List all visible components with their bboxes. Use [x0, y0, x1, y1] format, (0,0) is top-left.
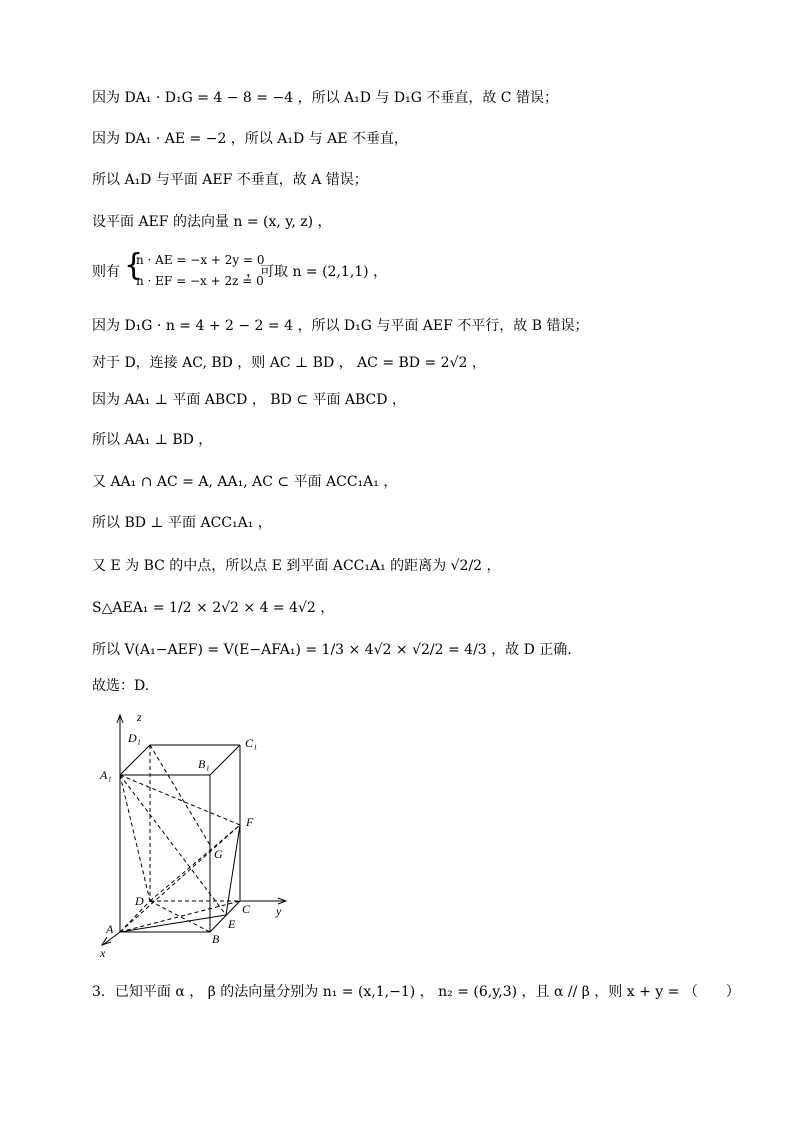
segment-A1D	[120, 775, 150, 901]
system-prefix: 则有	[92, 264, 120, 280]
text-line-12: S△AEA₁ = 1/2 × 2√2 × 4 = 4√2 ，	[92, 600, 335, 616]
text-line-8: 所以 AA₁ ⊥ BD ，	[92, 432, 213, 448]
system-suffix: ，可取 n = (2,1,1) ，	[246, 264, 388, 280]
label-F: F	[246, 815, 254, 829]
text-line-2: 因为 DA₁ · AE = −2 ，所以 A₁D 与 AE 不垂直，	[92, 131, 408, 147]
label-A1: A₁	[100, 768, 112, 782]
label-A: A	[106, 922, 114, 936]
edge-A1D1	[120, 745, 150, 775]
text-line-9: 又 AA₁ ∩ AC = A, AA₁, AC ⊂ 平面 ACC₁A₁ ，	[92, 474, 398, 490]
system-equation-2: n · EF = −x + 2z = 0	[136, 274, 264, 288]
label-B1: B₁	[198, 757, 210, 771]
system-brace: {	[124, 248, 144, 283]
geometry-figure	[90, 705, 300, 960]
text-line-10: 所以 BD ⊥ 平面 ACC₁A₁ ，	[92, 515, 272, 531]
label-D1: D₁	[128, 731, 141, 745]
system-equation-1: n · AE = −x + 2y = 0	[136, 253, 265, 267]
label-x: x	[100, 946, 106, 960]
label-y: y	[276, 904, 282, 918]
label-G: G	[214, 847, 223, 861]
label-B: B	[212, 932, 220, 946]
diagonal-BD	[150, 901, 210, 932]
label-D: D	[135, 894, 144, 908]
edge-B1C1	[210, 745, 240, 775]
segment-A1F	[120, 775, 240, 825]
text-line-14: 故选：D.	[92, 678, 150, 694]
text-line-1: 因为 DA₁ · D₁G = 4 − 8 = −4 ，所以 A₁D 与 D₁G 不垂直，故 C 错误；	[92, 90, 558, 106]
text-line-6: 对于 D，连接 AC, BD ，则 AC ⊥ BD ， AC = BD = 2√2 ，	[92, 355, 486, 371]
text-line-11: 又 E 为 BC 的中点，所以点 E 到平面 ACC₁A₁ 的距离为 √2/2 ，	[92, 558, 501, 574]
text-line-7: 因为 AA₁ ⊥ 平面 ABCD ， BD ⊂ 平面 ABCD ，	[92, 392, 406, 408]
text-line-13: 所以 V(A₁−AEF) = V(E−AFA₁) = 1/3 × 4√2 × √2/2 = 4/3 ，故 D 正确.	[92, 642, 572, 658]
text-line-5: 因为 D₁G · n = 4 + 2 − 2 = 4 ，所以 D₁G 与平面 AEF 不平行，故 B 错误；	[92, 318, 589, 334]
label-E: E	[228, 917, 236, 931]
text-line-4: 设平面 AEF 的法向量 n = (x, y, z) ，	[92, 214, 332, 230]
label-z: z	[137, 710, 142, 724]
question-3: 3．已知平面 α ， β 的法向量分别为 n₁ = (x,1,−1) ， n₂ = (6,y,3) ，且 α // β ，则 x + y = （ ）	[92, 984, 740, 1000]
label-C: C	[242, 902, 251, 916]
x-arrow	[102, 937, 111, 945]
label-C1: C₁	[245, 736, 258, 750]
text-line-3: 所以 A₁D 与平面 AEF 不垂直，故 A 错误；	[92, 172, 368, 188]
